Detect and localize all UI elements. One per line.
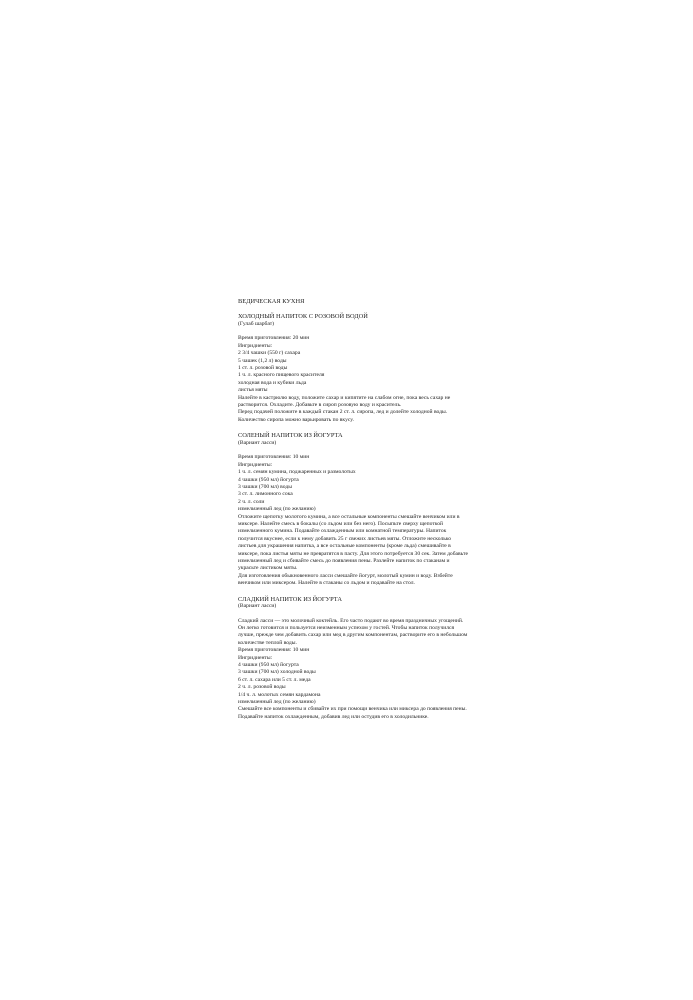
ingredient-item: 1 ст. л. розовой воды xyxy=(238,365,288,372)
ingredients-label: Ингридиенты: xyxy=(238,342,273,349)
ingredient-item: 3 чашки (700 мл) воды xyxy=(238,483,292,490)
instruction-paragraph: Смешайте все компоненты и сбивайте их при помощи венчика или миксера до появления пены. Подавайте напиток охлажденным, добавив лед или остудив его в холодильнике. xyxy=(238,706,467,720)
ingredient-item: 2 3/4 чашки (550 г) сахара xyxy=(238,350,301,357)
recipe-section xyxy=(238,432,468,587)
recipe-title: СЛАДКИЙ НАПИТОК ИЗ ЙОГУРТА xyxy=(238,595,342,603)
ingredient-item: 2 ч. л. розовой воды xyxy=(238,684,286,691)
recipe-title: ХОЛОДНЫЙ НАПИТОК С РОЗОВОЙ ВОДОЙ xyxy=(238,313,368,321)
ingredient-item: 1/4 ч. л. молотых семян кардамона xyxy=(238,691,321,698)
recipe-title: СОЛЕНЫЙ НАПИТОК ИЗ ЙОГУРТА xyxy=(238,432,343,440)
recipe-section xyxy=(238,313,468,424)
instruction-paragraph: Отложите щепотку молотого кумина, а все остальные компоненты смешайте венчиком или в миксере. Налейте смесь в бокалы (со льдом или без него). Посыпьте сверху щепоткой измельченного кумина. Подавайте охлажденным или комнатной температуры. Напиток получится вкуснее, если к нему добавить 25 г свежих листьев мяты. Отложите несколько листьев для украшения напитка, а все остальные компоненты (кроме льда) смешивайте в миксере, пока листья мяты не превратятся в пасту. Для этого потребуется 30 сек. Затем добавьте измельченный лед и сбивайте смесь до появления пены. Разлейте напиток по стаканам и украсьте листиком мяты. xyxy=(238,513,468,572)
instruction-paragraph: Для изготовления обыкновенного ласси смешайте йогурт, молотый кумин и воду. Взбейте венчиком или миксером. Налейте в стаканы со льдом и подавайте на стол. xyxy=(238,572,453,587)
ingredients-label: Ингридиенты: xyxy=(238,654,273,661)
ingredient-item: 3 чашки (700 мл) холодной воды xyxy=(238,669,316,676)
ingredient-item: 6 ст. л. сахара или 5 ст. л. меда xyxy=(238,676,311,683)
recipe-variant: (Вариант ласси) xyxy=(238,439,277,446)
recipe-time: Время приготовления: 20 мин xyxy=(238,335,310,342)
recipe-variant: (Гулаб шарбат) xyxy=(238,321,275,327)
ingredient-item: 4 чашки (950 мл) йогурта xyxy=(238,662,299,669)
ingredients-label: Ингридиенты: xyxy=(238,461,273,468)
ingredient-item: измельченный лед (по желанию) xyxy=(238,506,316,513)
instruction-paragraph: Перед подачей положите в каждый стакан 2 ст. л. сиропа, лед и долейте холодной воды. Количество сиропа можно варьировать по вкусу. xyxy=(238,409,448,423)
recipe-list xyxy=(238,313,468,721)
ingredient-item: листья мяты xyxy=(238,387,268,394)
recipe-time: Время приготовления: 10 мин xyxy=(238,647,310,654)
document-page xyxy=(238,298,468,729)
ingredient-item: 2 ч. л. соли xyxy=(238,498,265,505)
recipe-section xyxy=(238,596,468,722)
ingredient-item: измельченный лед (по желанию) xyxy=(238,699,316,706)
ingredient-item: 4 чашки (950 мл) йогурта xyxy=(238,476,299,483)
recipe-intro: Сладкий ласси — это молочный коктейль. Его часто подают во время праздничных угощений. Он легко готовится и пользуется неизменным успехом у гостей. Чтобы напиток получился лучше, прежде чем добавить сахар или мед в другим компонентам, растворите его в небольшом количестве теплой воды. xyxy=(238,617,468,646)
ingredient-item: 1 ч. л. красного пищевого красителя xyxy=(238,372,325,379)
ingredient-item: 1 ч. л. семян кумина, поджаренных и размолотых xyxy=(238,469,356,476)
ingredient-item: холодная вода и кубики льда xyxy=(238,379,307,386)
recipe-time: Время приготовления: 10 мин xyxy=(238,454,310,461)
instruction-paragraph: Налейте в кастрюлю воду, положите сахар и кипятите на слабом огне, пока весь сахар не растворится. Охладите. Добавьте в сироп розовую воду и краситель. xyxy=(238,394,451,409)
ingredient-item: 5 чашек (1,2 л) воды xyxy=(238,357,287,364)
ingredient-item: 3 ст. л. лимонного сока xyxy=(238,491,293,498)
recipe-variant: (Вариант ласси) xyxy=(238,603,277,610)
book-title: ВЕДИЧЕСКАЯ КУХНЯ xyxy=(238,298,305,305)
